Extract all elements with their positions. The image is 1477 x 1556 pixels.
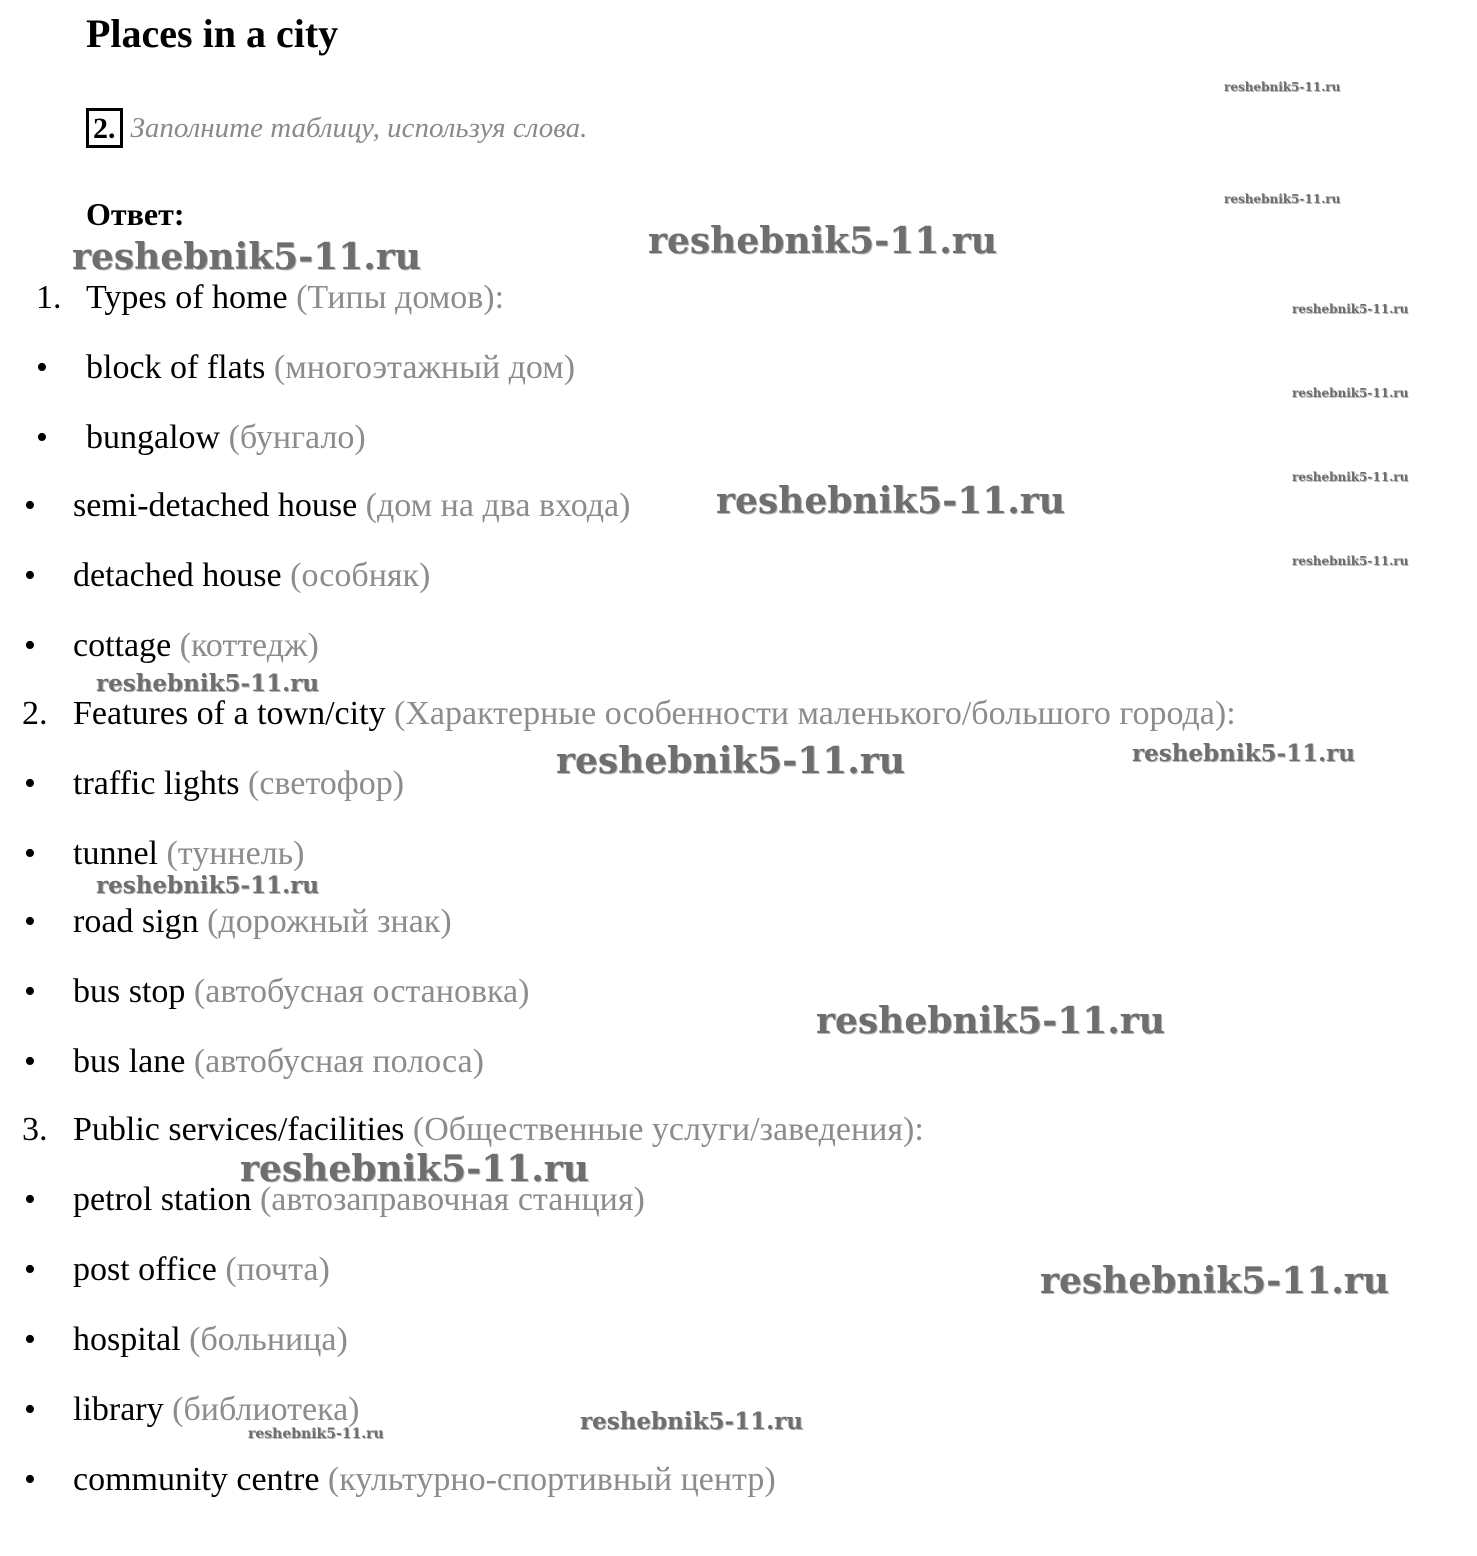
section-heading-en: Features of a town/city — [73, 695, 386, 732]
bullet-icon: • — [24, 627, 36, 664]
bullet-icon: • — [36, 419, 48, 456]
list-item — [86, 416, 366, 460]
item-en: bus lane — [73, 1043, 186, 1080]
section-heading-ru: (Характерные особенности маленького/большого города): — [394, 695, 1236, 732]
item-ru: (многоэтажный дом) — [273, 349, 576, 386]
watermark: reshebnik5-11.ru — [1224, 80, 1341, 94]
list-item — [73, 554, 430, 598]
section-number: 3. — [22, 1111, 48, 1148]
item-en: detached house — [73, 557, 282, 594]
list-item — [73, 1318, 348, 1362]
section-heading — [86, 276, 504, 320]
bullet-icon: • — [24, 557, 36, 594]
section-heading-en: Public services/facilities — [73, 1111, 405, 1148]
section-number: 1. — [36, 279, 62, 316]
item-en: bus stop — [73, 973, 186, 1010]
item-en: road sign — [73, 903, 199, 940]
item-en: block of flats — [86, 349, 266, 386]
item-en: bungalow — [86, 419, 221, 456]
item-en: petrol station — [73, 1181, 252, 1218]
bullet-icon: • — [24, 1251, 36, 1288]
watermark: reshebnik5-11.ru — [1292, 470, 1409, 484]
watermark: reshebnik5-11.ru — [1224, 192, 1341, 206]
list-item — [86, 346, 575, 390]
answer-label: Ответ: — [86, 196, 185, 232]
list-item — [73, 832, 305, 876]
list-item — [73, 900, 452, 944]
item-en: library — [73, 1391, 164, 1428]
item-ru: (почта) — [225, 1251, 330, 1288]
bullet-icon: • — [36, 349, 48, 386]
item-ru: (автозаправочная станция) — [259, 1181, 645, 1218]
watermark: reshebnik5-11.ru — [240, 1148, 589, 1190]
watermark: reshebnik5-11.ru — [580, 1408, 803, 1435]
item-ru: (библиотека) — [172, 1391, 360, 1428]
bullet-icon: • — [24, 487, 36, 524]
bullet-icon: • — [24, 1391, 36, 1428]
item-ru: (коттедж) — [179, 627, 319, 664]
watermark: reshebnik5-11.ru — [648, 220, 997, 262]
item-en: tunnel — [73, 835, 158, 872]
item-ru: (автобусная полоса) — [193, 1043, 484, 1080]
bullet-icon: • — [24, 835, 36, 872]
bullet-icon: • — [24, 1181, 36, 1218]
list-item — [73, 1458, 776, 1502]
section-number: 2. — [22, 695, 48, 732]
bullet-icon: • — [24, 1461, 36, 1498]
item-ru: (дом на два входа) — [365, 487, 631, 524]
item-en: semi-detached house — [73, 487, 358, 524]
item-ru: (светофор) — [248, 765, 405, 802]
watermark: reshebnik5-11.ru — [96, 670, 319, 697]
watermark: reshebnik5-11.ru — [556, 740, 905, 782]
bullet-icon: • — [24, 765, 36, 802]
watermark: reshebnik5-11.ru — [248, 1426, 384, 1442]
watermark: reshebnik5-11.ru — [96, 872, 319, 899]
item-en: cottage — [73, 627, 172, 664]
task-number: 2. — [86, 108, 123, 148]
section-heading — [73, 1108, 924, 1152]
watermark: reshebnik5-11.ru — [816, 1000, 1165, 1042]
item-ru: (туннель) — [166, 835, 305, 872]
bullet-icon: • — [24, 1043, 36, 1080]
item-ru: (особняк) — [290, 557, 431, 594]
watermark: reshebnik5-11.ru — [72, 236, 421, 278]
section-heading-en: Types of home — [86, 279, 288, 316]
item-ru: (культурно-спортивный центр) — [327, 1461, 776, 1498]
watermark: reshebnik5-11.ru — [1292, 386, 1409, 400]
item-en: hospital — [73, 1321, 181, 1358]
item-ru: (автобусная остановка) — [193, 973, 530, 1010]
task-header — [86, 104, 587, 152]
watermark: reshebnik5-11.ru — [1292, 302, 1409, 316]
item-ru: (больница) — [189, 1321, 348, 1358]
section-heading-ru: (Общественные услуги/заведения): — [412, 1111, 924, 1148]
list-item — [73, 970, 529, 1014]
list-item — [73, 484, 630, 528]
task-instruction: Заполните таблицу, используя слова. — [130, 111, 588, 144]
page-title: Places in a city — [86, 11, 339, 56]
watermark: reshebnik5-11.ru — [1040, 1260, 1389, 1302]
watermark: reshebnik5-11.ru — [1132, 740, 1355, 767]
list-item — [73, 624, 319, 668]
section-heading — [73, 692, 1236, 736]
bullet-icon: • — [24, 1321, 36, 1358]
bullet-icon: • — [24, 903, 36, 940]
watermark: reshebnik5-11.ru — [1292, 554, 1409, 568]
bullet-icon: • — [24, 973, 36, 1010]
item-ru: (дорожный знак) — [207, 903, 452, 940]
list-item — [73, 762, 404, 806]
item-en: community centre — [73, 1461, 320, 1498]
section-heading-ru: (Типы домов): — [296, 279, 505, 316]
item-en: traffic lights — [73, 765, 240, 802]
item-ru: (бунгало) — [228, 419, 366, 456]
item-en: post office — [73, 1251, 217, 1288]
watermark: reshebnik5-11.ru — [716, 480, 1065, 522]
list-item — [73, 1248, 330, 1292]
list-item — [73, 1040, 484, 1084]
